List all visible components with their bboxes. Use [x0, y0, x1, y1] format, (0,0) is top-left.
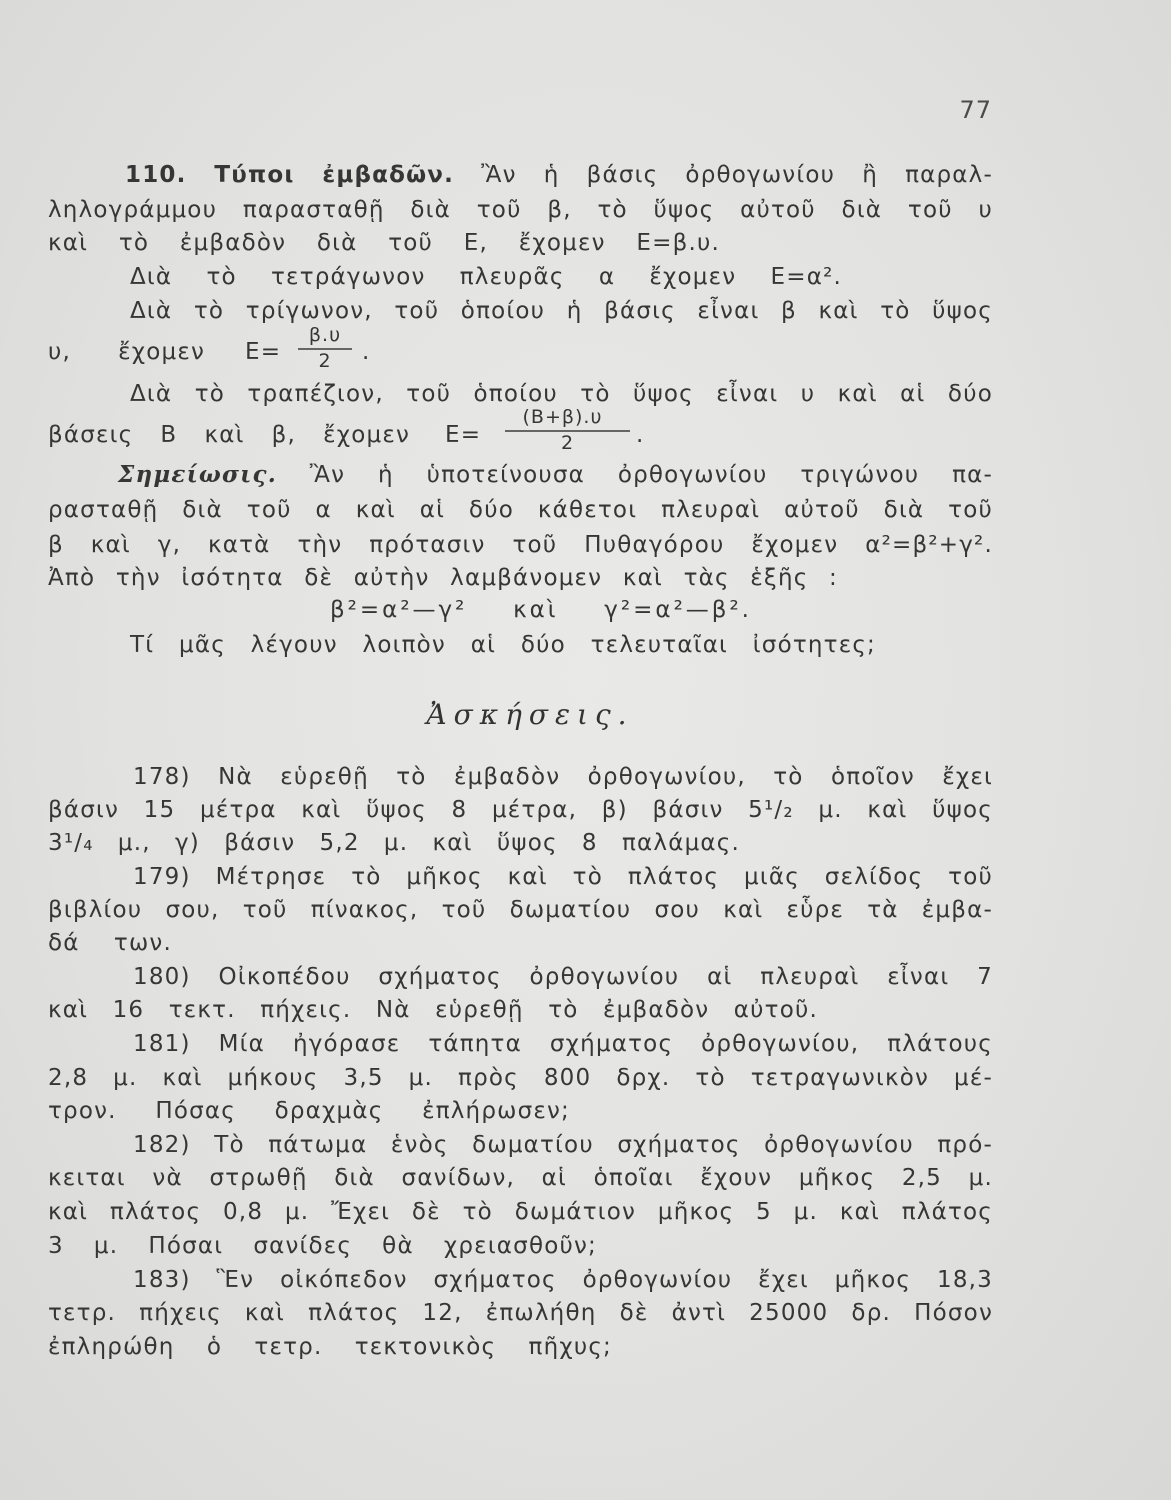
triangle-rule-lead: υ, ἔχομεν: [48, 339, 205, 365]
note-line-4: Ἀπὸ τὴν ἰσότητα δὲ αὐτὴν λαμβάνομεν καὶ τὰς ἑξῆς :: [48, 565, 838, 591]
note-question: Τί μᾶς λέγουν λοιπὸν αἱ δύο τελευταῖαι ἰσότητες;: [130, 632, 876, 658]
note-line-3: β καὶ γ, κατὰ τὴν πρότασιν τοῦ Πυθαγόρου ἔχομεν α²=β²+γ².: [48, 532, 993, 558]
note-line-1: [118, 458, 993, 492]
exercise-181-line-1: 181) Μία ἠγόρασε τάπητα σχήματος ὀρθογωνίου, πλάτους: [133, 1031, 993, 1057]
trapezoid-formula-end: .: [636, 422, 645, 448]
section-110-line-3: καὶ τὸ ἐμβαδὸν διὰ τοῦ Ε, ἔχομεν Ε=β.υ.: [48, 230, 720, 256]
exercise-179-line-2: βιβλίου σου, τοῦ πίνακος, τοῦ δωματίου σου καὶ εὗρε τὰ ἐμβα-: [48, 897, 993, 923]
exercise-182-line-3: καὶ πλάτος 0,8 μ. Ἔχει δὲ τὸ δωμάτιον μῆκος 5 μ. καὶ πλάτος: [48, 1199, 993, 1225]
exercise-178-line-3: 3¹/₄ μ., γ) βάσιν 5,2 μ. καὶ ὕψος 8 παλάμας.: [48, 830, 740, 856]
exercise-183-line-2: τετρ. πήχεις καὶ πλάτος 12, ἐπωλήθη δὲ ἀντὶ 25000 δρ. Πόσον: [48, 1300, 993, 1326]
trapezoid-rule-line-1: Διὰ τὸ τραπέζιον, τοῦ ὁποίου τὸ ὕψος εἶναι υ καὶ αἱ δύο: [130, 381, 993, 407]
exercises-heading: Ἀσκήσεις.: [426, 698, 634, 731]
trapezoid-formula-denominator: 2: [560, 432, 575, 454]
triangle-formula-numerator: β.υ: [308, 324, 342, 346]
note-formula: β²=α²—γ² καὶ γ²=α²—β².: [330, 597, 752, 623]
exercise-180-line-2: καὶ 16 τεκτ. πήχεις. Νὰ εὑρεθῇ τὸ ἐμβαδὸν αὐτοῦ.: [48, 997, 818, 1023]
page-number: 77: [959, 96, 992, 124]
exercise-178-line-1: 178) Νὰ εὑρεθῇ τὸ ἐμβαδὸν ὀρθογωνίου, τὸ ὁποῖον ἔχει: [133, 764, 993, 790]
exercise-178-line-2: βάσιν 15 μέτρα καὶ ὕψος 8 μέτρα, β) βάσιν 5¹/₂ μ. καὶ ὕψος: [48, 797, 993, 823]
exercise-179-line-3: δά των.: [48, 930, 172, 956]
exercise-181-line-3: τρον. Πόσας δραχμὰς ἐπλήρωσεν;: [48, 1098, 570, 1124]
note-line-2: ρασταθῇ διὰ τοῦ α καὶ αἱ δύο κάθετοι πλευραὶ αὐτοῦ διὰ τοῦ: [48, 497, 993, 523]
section-text: Ἂν ἡ βάσις ὀρθογωνίου ἢ παραλ-: [481, 162, 993, 188]
section-title: 110. Τύποι ἐμβαδῶν.: [125, 162, 455, 188]
exercise-183-line-3: ἐπληρώθη ὁ τετρ. τεκτονικὸς πῆχυς;: [48, 1334, 612, 1360]
section-110-line-2: ληλογράμμου παρασταθῇ διὰ τοῦ β, τὸ ὕψος αὐτοῦ διὰ τοῦ υ: [48, 197, 993, 223]
trapezoid-rule-lead: βάσεις Β καὶ β, ἔχομεν: [48, 422, 410, 448]
trapezoid-formula-lhs: Ε=: [445, 422, 482, 448]
triangle-formula-denominator: 2: [318, 350, 332, 372]
section-110-line-1: [125, 158, 993, 192]
note-label: Σημείωσις.: [118, 461, 277, 488]
triangle-formula-lhs: Ε=: [245, 339, 282, 365]
exercise-180-line-1: 180) Οἰκοπέδου σχήματος ὀρθογωνίου αἱ πλευραὶ εἶναι 7: [133, 964, 993, 990]
exercise-183-line-1: 183) Ἓν οἰκόπεδον σχήματος ὀρθογωνίου ἔχει μῆκος 18,3: [133, 1267, 993, 1293]
square-rule: Διὰ τὸ τετράγωνον πλευρᾶς α ἔχομεν Ε=α².: [130, 264, 842, 290]
exercise-181-line-2: 2,8 μ. καὶ μήκους 3,5 μ. πρὸς 800 δρχ. τὸ τετραγωνικὸν μέ-: [48, 1065, 993, 1091]
note-text: Ἂν ἡ ὑποτείνουσα ὀρθογωνίου τριγώνου πα-: [309, 462, 993, 488]
exercise-182-line-4: 3 μ. Πόσαι σανίδες θὰ χρειασθοῦν;: [48, 1233, 597, 1259]
triangle-formula-end: .: [362, 339, 371, 365]
exercise-179-line-1: 179) Μέτρησε τὸ μῆκος καὶ τὸ πλάτος μιᾶς σελίδος τοῦ: [133, 864, 993, 890]
exercise-182-line-1: 182) Τὸ πάτωμα ἑνὸς δωματίου σχήματος ὀρθογωνίου πρό-: [133, 1132, 993, 1158]
trapezoid-formula-numerator: (Β+β).υ: [522, 406, 603, 428]
exercise-182-line-2: κειται νὰ στρωθῇ διὰ σανίδων, αἱ ὁποῖαι ἔχουν μῆκος 2,5 μ.: [48, 1165, 993, 1191]
triangle-rule-line-1: Διὰ τὸ τρίγωνον, τοῦ ὁποίου ἡ βάσις εἶναι β καὶ τὸ ὕψος: [130, 298, 993, 324]
